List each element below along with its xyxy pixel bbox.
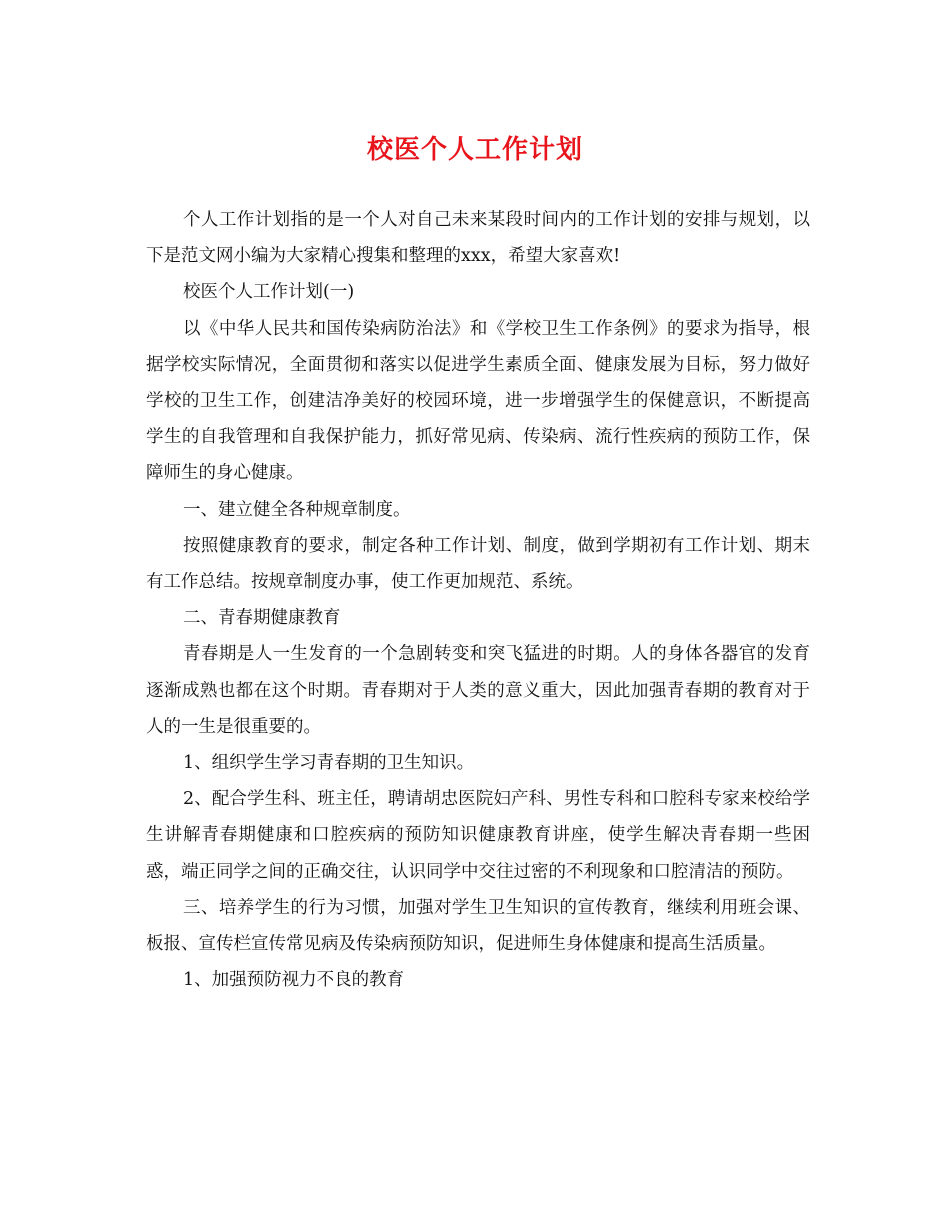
puberty-paragraph: 青春期是人一生发育的一个急剧转变和突飞猛进的时期。人的身体各器官的发育逐渐成熟也都在这个时期。青春期对于人类的意义重大，因此加强青春期的教育对于人的一生是很重要的。	[146, 644, 810, 737]
section-heading-habits: 三、培养学生的行为习惯，加强对学生卫生知识的宣传教育，继续利用班会课、板报、宣传栏宣传常见病及传染病预防知识，促进师生身体健康和提高生活质量。	[146, 897, 810, 955]
list-item-2: 2、配合学生科、班主任，聘请胡忠医院妇产科、男性专科和口腔科专家来校给学生讲解青春期健康和口腔疾病的预防知识健康教育讲座，使学生解决青春期一些困惑，端正同学之间的正确交往，认识同学中交往过密的不利现象和口腔清洁的预防。	[146, 789, 810, 882]
rules-paragraph: 按照健康教育的要求，制定各种工作计划、制度，做到学期初有工作计划、期末有工作总结。按规章制度办事，使工作更加规范、系统。	[146, 535, 810, 593]
list-item-vision: 1、加强预防视力不良的教育	[183, 970, 405, 991]
intro-paragraph: 个人工作计划指的是一个人对自己未来某段时间内的工作计划的安排与规划，以下是范文网小编为大家精心搜集和整理的xxx，希望大家喜欢!	[146, 210, 810, 267]
section-heading-puberty: 二、青春期健康教育	[183, 608, 341, 629]
guiding-paragraph: 以《中华人民共和国传染病防治法》和《学校卫生工作条例》的要求为指导，根据学校实际情况，全面贯彻和落实以促进学生素质全面、健康发展为目标，努力做好学校的卫生工作，创建洁净美好的校园环境，进一步增强学生的保健意识，不断提高学生的自我管理和自我保护能力，抓好常见病、传染病、流行性疾病的预防工作，保障师生的身心健康。	[146, 318, 810, 484]
document-title: 校医个人工作计划	[366, 135, 583, 165]
document-body	[146, 202, 810, 998]
section-heading-rules: 一、建立健全各种规章制度。	[183, 499, 411, 520]
section-heading-plan-one: 校医个人工作计划(一)	[183, 282, 355, 303]
list-item-1: 1、组织学生学习青春期的卫生知识。	[183, 753, 475, 774]
